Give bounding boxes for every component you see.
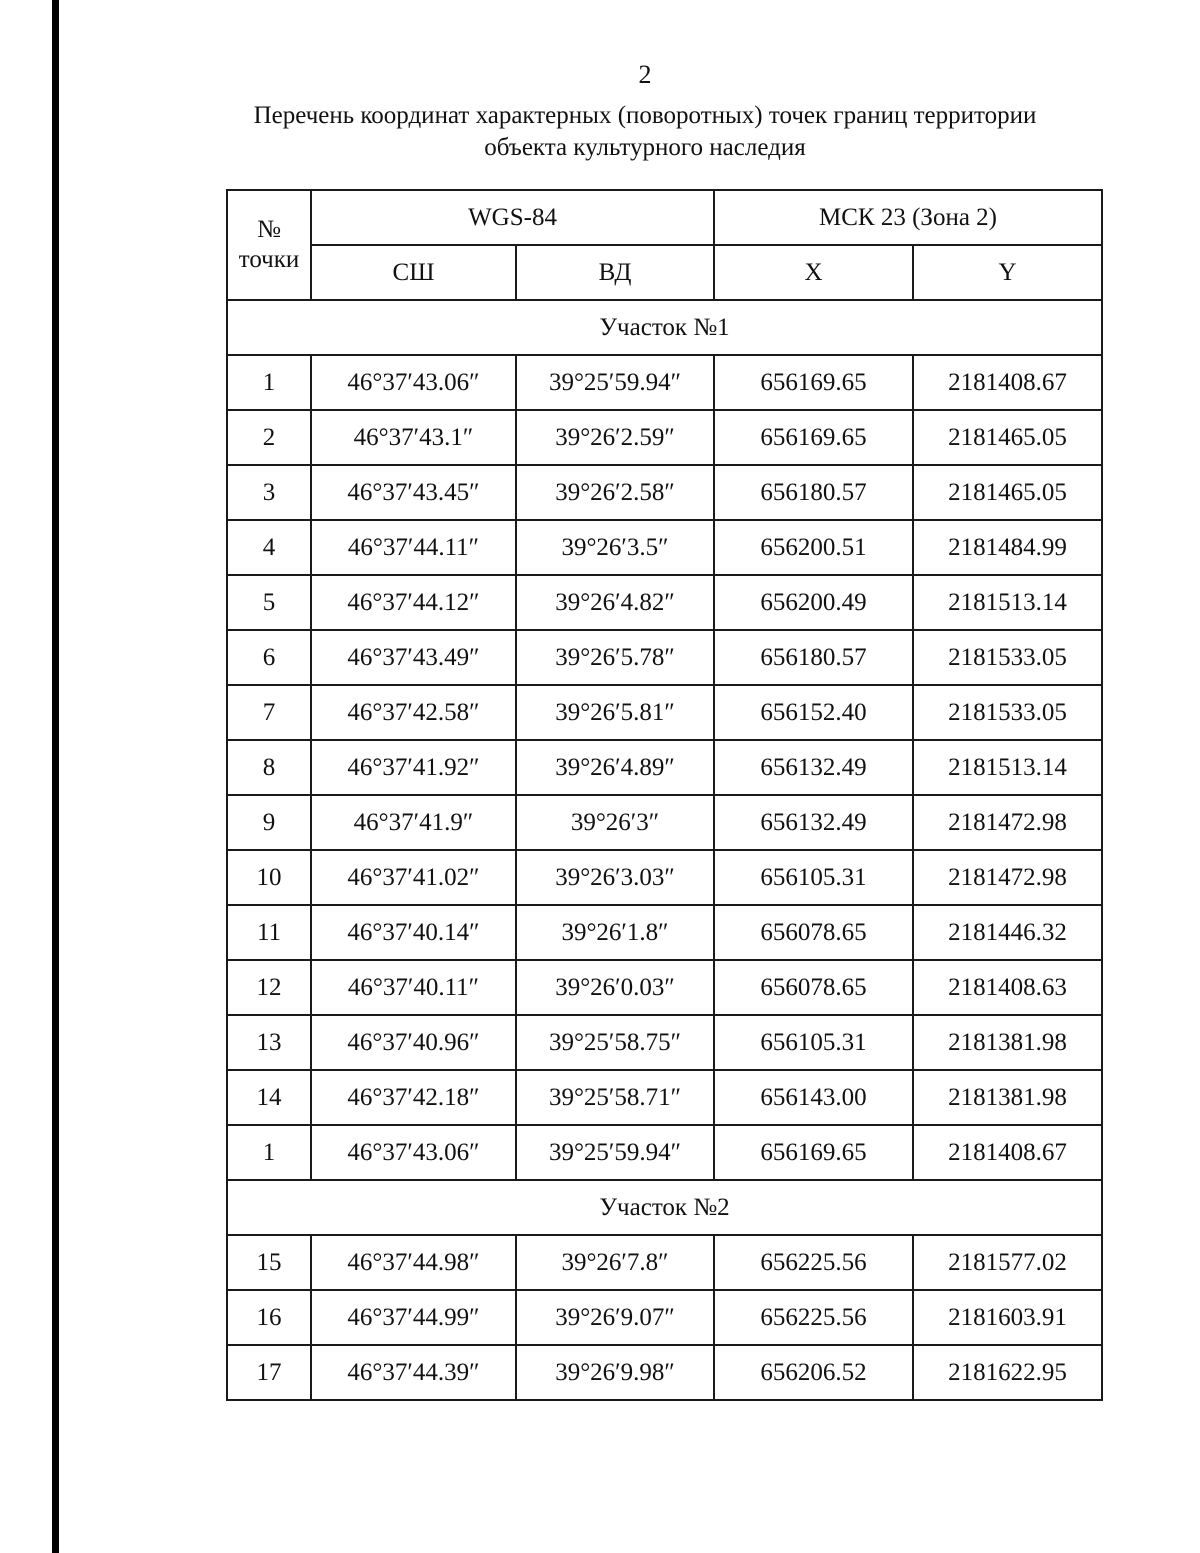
section-header-row <box>227 300 1102 355</box>
point-number-cell: 14 <box>227 1070 311 1125</box>
longitude-cell: 39°26′2.59″ <box>516 410 714 465</box>
table-row <box>227 410 1102 465</box>
point-number-cell: 11 <box>227 905 311 960</box>
section-header-row <box>227 1180 1102 1235</box>
table-row <box>227 740 1102 795</box>
x-cell: 656169.65 <box>714 1125 913 1180</box>
longitude-cell: 39°26′3″ <box>516 795 714 850</box>
latitude-cell: 46°37′41.9″ <box>311 795 516 850</box>
longitude-cell: 39°26′7.8″ <box>516 1235 714 1290</box>
y-cell: 2181577.02 <box>913 1235 1102 1290</box>
y-cell: 2181446.32 <box>913 905 1102 960</box>
point-number-cell: 4 <box>227 520 311 575</box>
y-cell: 2181465.05 <box>913 410 1102 465</box>
y-cell: 2181513.14 <box>913 575 1102 630</box>
latitude-cell: 46°37′41.02″ <box>311 850 516 905</box>
section-title: Участок №2 <box>227 1180 1102 1235</box>
y-cell: 2181513.14 <box>913 740 1102 795</box>
point-number-header-word: точки <box>238 246 300 273</box>
point-number-cell: 5 <box>227 575 311 630</box>
point-number-cell: 1 <box>227 355 311 410</box>
x-cell: 656105.31 <box>714 850 913 905</box>
table-row <box>227 905 1102 960</box>
table-row <box>227 520 1102 575</box>
point-number-cell: 13 <box>227 1015 311 1070</box>
y-cell: 2181603.91 <box>913 1290 1102 1345</box>
longitude-cell: 39°25′58.71″ <box>516 1070 714 1125</box>
longitude-cell: 39°26′4.82″ <box>516 575 714 630</box>
x-cell: 656206.52 <box>714 1345 913 1400</box>
longitude-cell: 39°26′2.58″ <box>516 465 714 520</box>
point-number-cell: 8 <box>227 740 311 795</box>
table-row <box>227 685 1102 740</box>
x-cell: 656169.65 <box>714 355 913 410</box>
y-cell: 2181465.05 <box>913 465 1102 520</box>
longitude-cell: 39°25′59.94″ <box>516 355 714 410</box>
table-row <box>227 1235 1102 1290</box>
table-header-row <box>227 190 1102 245</box>
x-cell: 656225.56 <box>714 1290 913 1345</box>
point-number-cell: 2 <box>227 410 311 465</box>
y-cell: 2181381.98 <box>913 1015 1102 1070</box>
x-cell: 656078.65 <box>714 960 913 1015</box>
point-number-cell: 7 <box>227 685 311 740</box>
latitude-cell: 46°37′43.45″ <box>311 465 516 520</box>
latitude-cell: 46°37′44.39″ <box>311 1345 516 1400</box>
scan-edge-bar <box>52 0 59 1553</box>
latitude-cell: 46°37′40.11″ <box>311 960 516 1015</box>
point-number-cell: 1 <box>227 1125 311 1180</box>
latitude-cell: 46°37′44.12″ <box>311 575 516 630</box>
table-row <box>227 1290 1102 1345</box>
longitude-cell: 39°26′5.78″ <box>516 630 714 685</box>
y-cell: 2181408.67 <box>913 355 1102 410</box>
table-row <box>227 1015 1102 1070</box>
x-cell: 656078.65 <box>714 905 913 960</box>
y-cell: 2181408.67 <box>913 1125 1102 1180</box>
y-cell: 2181472.98 <box>913 795 1102 850</box>
latitude-cell: 46°37′40.96″ <box>311 1015 516 1070</box>
y-cell: 2181472.98 <box>913 850 1102 905</box>
table-row <box>227 960 1102 1015</box>
x-cell: 656143.00 <box>714 1070 913 1125</box>
x-cell: 656105.31 <box>714 1015 913 1070</box>
table-row <box>227 465 1102 520</box>
table-row <box>227 1070 1102 1125</box>
x-cell: 656152.40 <box>714 685 913 740</box>
latitude-cell: 46°37′42.18″ <box>311 1070 516 1125</box>
y-cell: 2181381.98 <box>913 1070 1102 1125</box>
latitude-cell: 46°37′43.1″ <box>311 410 516 465</box>
latitude-cell: 46°37′43.49″ <box>311 630 516 685</box>
page-number: 2 <box>638 60 652 89</box>
table-row <box>227 1345 1102 1400</box>
y-header: Y <box>913 245 1102 300</box>
y-cell: 2181408.63 <box>913 960 1102 1015</box>
y-cell: 2181533.05 <box>913 630 1102 685</box>
point-number-cell: 3 <box>227 465 311 520</box>
msk-header: МСК 23 (Зона 2) <box>714 190 1102 245</box>
point-number-cell: 17 <box>227 1345 311 1400</box>
table-subheader-row <box>227 245 1102 300</box>
longitude-cell: 39°26′4.89″ <box>516 740 714 795</box>
point-number-header-symbol: № <box>257 216 281 243</box>
table-row <box>227 850 1102 905</box>
latitude-cell: 46°37′44.11″ <box>311 520 516 575</box>
x-cell: 656169.65 <box>714 410 913 465</box>
point-number-cell: 16 <box>227 1290 311 1345</box>
table-row <box>227 1125 1102 1180</box>
x-header: X <box>714 245 913 300</box>
longitude-header: ВД <box>516 245 714 300</box>
point-number-header <box>227 190 311 300</box>
longitude-cell: 39°26′0.03″ <box>516 960 714 1015</box>
latitude-cell: 46°37′44.99″ <box>311 1290 516 1345</box>
longitude-cell: 39°26′9.98″ <box>516 1345 714 1400</box>
table-row <box>227 575 1102 630</box>
y-cell: 2181484.99 <box>913 520 1102 575</box>
longitude-cell: 39°26′1.8″ <box>516 905 714 960</box>
x-cell: 656180.57 <box>714 630 913 685</box>
point-number-cell: 12 <box>227 960 311 1015</box>
x-cell: 656200.49 <box>714 575 913 630</box>
table-row <box>227 355 1102 410</box>
point-number-cell: 9 <box>227 795 311 850</box>
latitude-cell: 46°37′41.92″ <box>311 740 516 795</box>
latitude-cell: 46°37′43.06″ <box>311 1125 516 1180</box>
latitude-cell: 46°37′40.14″ <box>311 905 516 960</box>
latitude-header: СШ <box>311 245 516 300</box>
document-title-line-2: объекта культурного наследия <box>484 134 806 161</box>
table-row <box>227 630 1102 685</box>
latitude-cell: 46°37′42.58″ <box>311 685 516 740</box>
x-cell: 656225.56 <box>714 1235 913 1290</box>
document-title-line-1: Перечень координат характерных (поворотных) точек границ территории <box>253 102 1037 129</box>
section-title: Участок №1 <box>227 300 1102 355</box>
latitude-cell: 46°37′43.06″ <box>311 355 516 410</box>
table-row <box>227 795 1102 850</box>
longitude-cell: 39°25′58.75″ <box>516 1015 714 1070</box>
longitude-cell: 39°26′9.07″ <box>516 1290 714 1345</box>
y-cell: 2181533.05 <box>913 685 1102 740</box>
x-cell: 656200.51 <box>714 520 913 575</box>
longitude-cell: 39°25′59.94″ <box>516 1125 714 1180</box>
longitude-cell: 39°26′3.03″ <box>516 850 714 905</box>
point-number-cell: 6 <box>227 630 311 685</box>
x-cell: 656132.49 <box>714 740 913 795</box>
coordinates-table <box>226 189 1103 1401</box>
wgs-header: WGS-84 <box>311 190 714 245</box>
document-title <box>230 100 1060 164</box>
x-cell: 656132.49 <box>714 795 913 850</box>
x-cell: 656180.57 <box>714 465 913 520</box>
y-cell: 2181622.95 <box>913 1345 1102 1400</box>
latitude-cell: 46°37′44.98″ <box>311 1235 516 1290</box>
longitude-cell: 39°26′5.81″ <box>516 685 714 740</box>
point-number-cell: 15 <box>227 1235 311 1290</box>
point-number-cell: 10 <box>227 850 311 905</box>
longitude-cell: 39°26′3.5″ <box>516 520 714 575</box>
